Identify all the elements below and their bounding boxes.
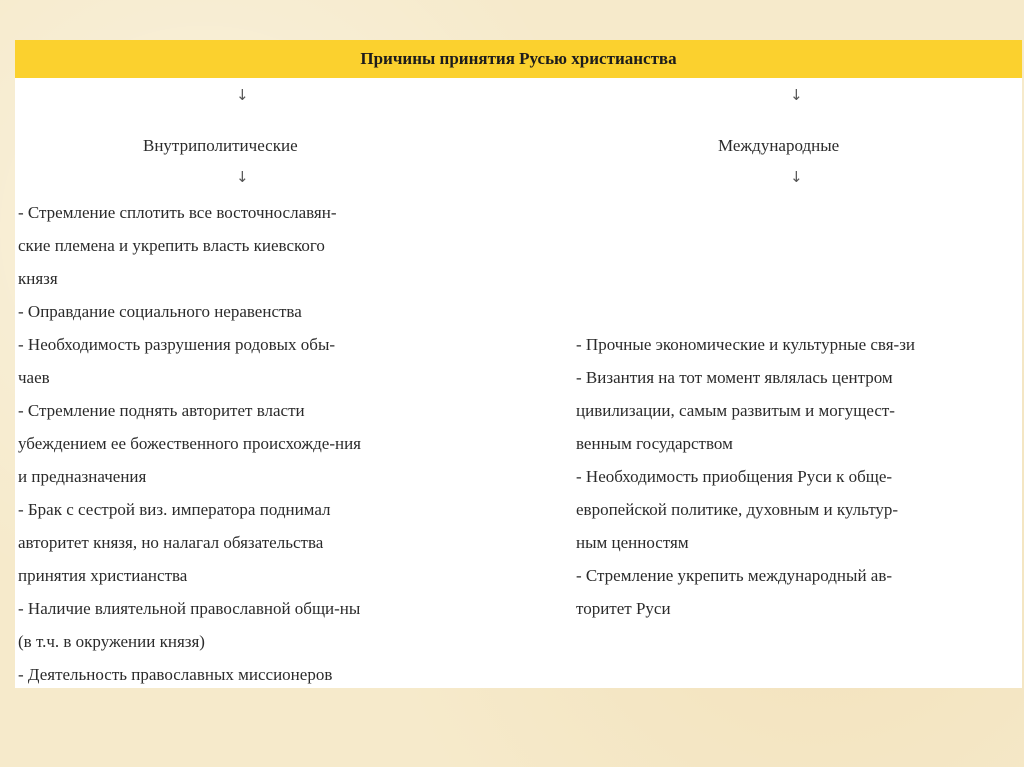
list-line: - Стремление укрепить международный ав- (576, 566, 893, 585)
down-arrow-icon: ↓ (790, 86, 803, 104)
list-line: - Необходимость приобщения Руси к обще- (576, 467, 893, 486)
list-line: убеждением ее божественного происхожде-ния (18, 434, 361, 453)
list-line: - Прочные экономические и культурные свя-зи (576, 335, 916, 354)
list-line: князя (18, 269, 58, 288)
list-line: - Деятельность православных миссионеров (18, 665, 333, 684)
down-arrow-icon: ↓ (790, 168, 803, 186)
list-line: венным государством (576, 434, 733, 453)
list-line: торитет Руси (576, 599, 671, 618)
list-line: - Наличие влиятельной православной общи-ны (18, 599, 361, 618)
international-heading: Международные (718, 136, 840, 155)
list-line: - Стремление поднять авторитет власти (18, 401, 305, 420)
list-line: - Стремление сплотить все восточнославян- (18, 203, 337, 222)
domestic-heading: Внутриполитические (143, 136, 298, 155)
list-line: и предназначения (18, 467, 147, 486)
scheme-title: Причины принятия Русью христианства (15, 40, 1022, 78)
list-line: европейской политике, духовным и культур- (576, 500, 899, 519)
down-arrow-icon: ↓ (236, 86, 249, 104)
list-line: авторитет князя, но налагал обязательства (18, 533, 324, 552)
down-arrow-icon: ↓ (236, 168, 249, 186)
list-line: - Необходимость разрушения родовых обы- (18, 335, 336, 354)
list-line: цивилизации, самым развитым и могущест- (576, 401, 895, 420)
list-line: (в т.ч. в окружении князя) (18, 632, 205, 651)
scheme-card (15, 40, 1022, 688)
list-line: - Византия на тот момент являлась центром (576, 368, 893, 387)
domestic-reasons-list (18, 196, 361, 691)
list-line: принятия христианства (18, 566, 188, 585)
list-line: ным ценностям (576, 533, 689, 552)
list-line: - Оправдание социального неравенства (18, 302, 302, 321)
list-line: чаев (18, 368, 50, 387)
international-reasons-list (576, 328, 915, 625)
list-line: - Брак с сестрой виз. императора поднимал (18, 500, 331, 519)
list-line: ские племена и укрепить власть киевского (18, 236, 325, 255)
